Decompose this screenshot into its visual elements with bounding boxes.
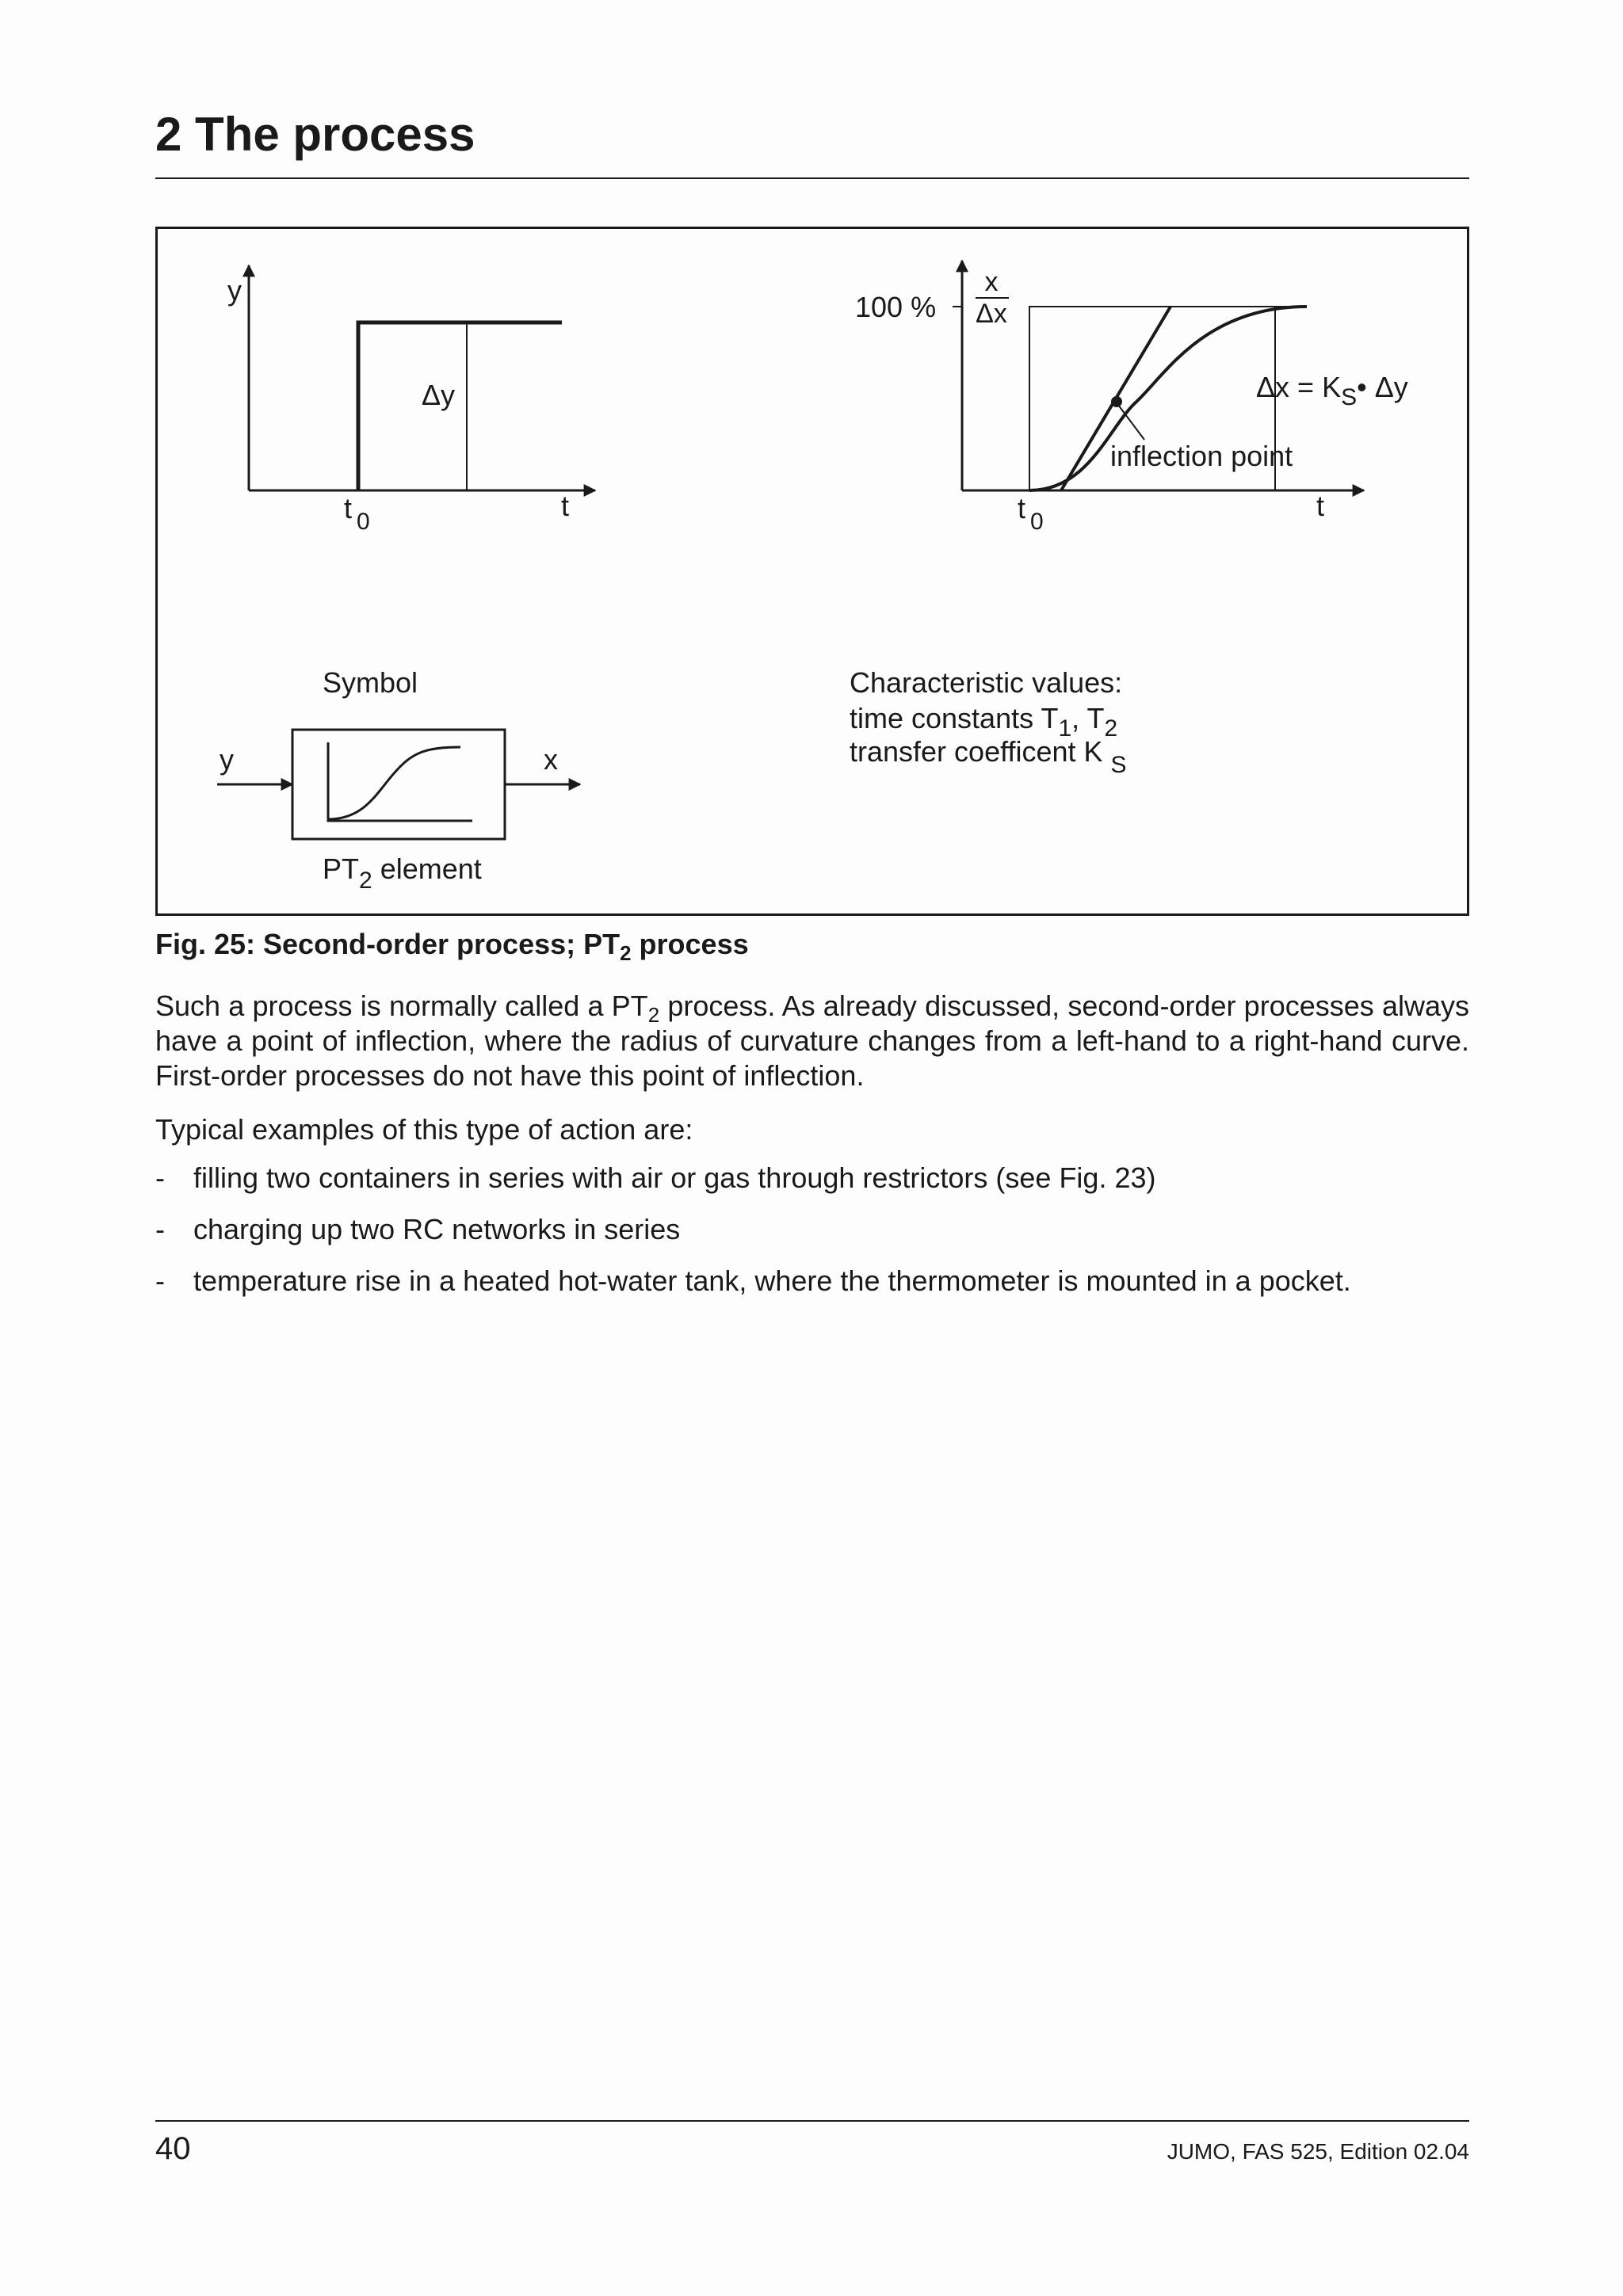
symbol-title: Symbol (323, 666, 418, 699)
percent-label: 100 % (855, 291, 937, 323)
ratio-numerator: x (984, 267, 999, 297)
page-number: 40 (155, 2131, 191, 2166)
response-t0-label: t $_0$ (1018, 492, 1044, 535)
characteristic-values (850, 666, 1127, 778)
bullet-dash: - (155, 1213, 165, 1245)
inflection-point-label: inflection point (1110, 440, 1293, 472)
step-signal-line (358, 322, 562, 490)
heading-divider (155, 177, 1469, 179)
footer-divider (155, 2120, 1469, 2122)
examples-list (155, 1161, 1469, 1315)
pt2-element-label: $PT_2$ element (323, 852, 482, 894)
list-item: - filling two containers in series with air or gas through restrictors (see Fig. 23) (155, 1161, 1156, 1194)
response-chart (855, 261, 1408, 535)
figure-diagram (158, 229, 1467, 913)
body-paragraph-1: Such a process is normally called a $PT_2$ process. As already discussed, second-order processes always have a point of inflection, where the radius of curvature changes from a left-hand to a right-hand curve. First-order processes do not have this point of inflection. (155, 990, 1470, 1092)
symbol-output-label: x (544, 743, 558, 776)
bullet-dash: - (155, 1264, 165, 1297)
step-chart (227, 265, 595, 535)
pt2-block (292, 730, 505, 839)
page-title: 2 The process (155, 108, 475, 161)
step-chart-y-label: y (227, 274, 242, 307)
footer-edition: JUMO, FAS 525, Edition 02.04 (1167, 2139, 1469, 2164)
list-item: - charging up two RC networks in series (155, 1213, 681, 1245)
bullet-dash: - (155, 1161, 165, 1194)
figure-frame (155, 227, 1469, 916)
symbol-input-label: y (220, 743, 234, 776)
symbol-s-curve (328, 747, 460, 819)
body-paragraph-2: Typical examples of this type of action are: (155, 1113, 693, 1146)
inflection-leader-line (1118, 405, 1144, 440)
step-t0-label: t $_0$ (344, 492, 370, 535)
list-item: - temperature rise in a heated hot-water tank, where the thermometer is mounted in a pocket. (155, 1264, 1351, 1297)
symbol-mini-axes (328, 742, 472, 821)
response-chart-t-label: t (1316, 490, 1325, 522)
inflection-point-marker (1111, 396, 1122, 407)
figure-caption: Fig. 25: Second-order process; $PT_2$ process (155, 928, 749, 965)
step-chart-t-label: t (561, 490, 570, 522)
ratio-denominator: Δx (976, 299, 1007, 329)
step-delta-y-label: Δy (422, 379, 456, 411)
gain-formula-label: $\Delta x = K_S•$ Δy (1256, 371, 1408, 410)
pt2-symbol (217, 666, 580, 894)
characteristics-title: Characteristic values: (850, 666, 1123, 699)
characteristics-time-constants: time constants $T_1$, $T_2$ (850, 702, 1118, 742)
characteristics-transfer-coefficient: transfer coefficent K $_S$ (850, 735, 1127, 778)
